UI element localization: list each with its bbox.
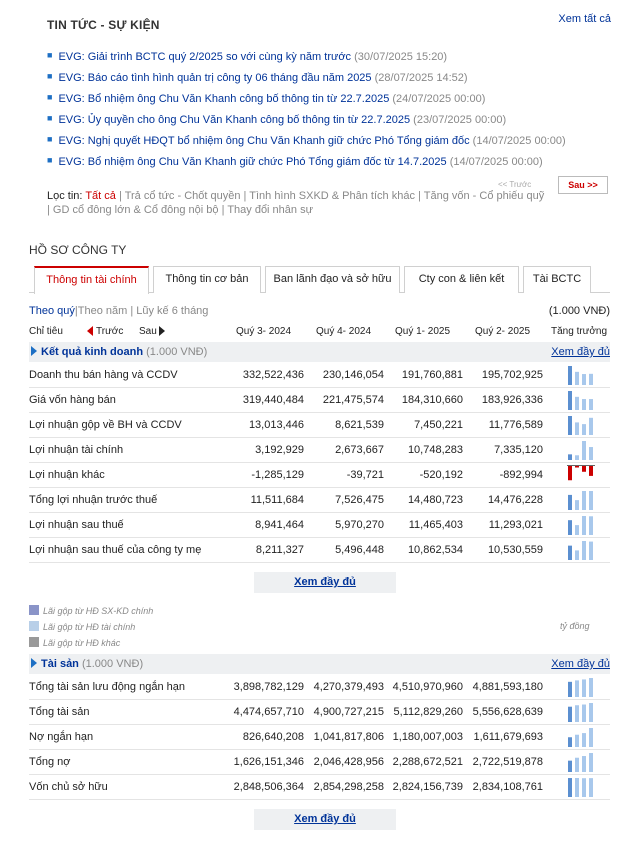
table-row [29, 513, 610, 538]
sparkline-bar [582, 374, 586, 385]
income-title: Kết quả kinh doanh [41, 346, 144, 358]
income-see-more-link[interactable]: Xem đầy đủ [551, 346, 610, 358]
news-link[interactable]: EVG: Bổ nhiệm ông Chu Văn Khanh công bố thông tin từ 22.7.2025 [58, 93, 390, 105]
sparkline-bar [568, 466, 572, 480]
period-quarter[interactable]: Theo quý [29, 305, 75, 317]
sparkline-bar [589, 728, 593, 747]
sparkline-bar [575, 705, 579, 722]
row-value: 4,510,970,960 [392, 681, 463, 693]
row-value: 5,556,628,639 [472, 706, 543, 718]
expand-arrow-icon [31, 346, 37, 356]
row-value: 5,112,829,260 [393, 706, 463, 718]
bullet-icon: ■ [47, 92, 53, 102]
row-value: 2,288,672,521 [392, 756, 463, 768]
row-value: -520,192 [419, 469, 463, 481]
sparkline-bar [575, 372, 579, 385]
row-value: 2,722,519,878 [472, 756, 543, 768]
row-label: Lợi nhuận sau thuế của công ty mẹ [29, 544, 202, 556]
prev-period-button[interactable]: Trước [87, 326, 123, 337]
col-quarter: Quý 4- 2024 [316, 326, 372, 337]
filter-label: Lọc tin: [47, 190, 83, 202]
income-more-button[interactable] [254, 572, 396, 593]
sparkline-bar [582, 541, 586, 560]
news-date: (14/07/2025 00:00) [472, 135, 566, 147]
sparkline-bar [582, 441, 586, 460]
period-ytd[interactable]: Lũy kế 6 tháng [136, 305, 209, 317]
sparkline-bar [589, 778, 593, 797]
sparkline-bar [589, 516, 593, 535]
row-value: 8,941,464 [255, 519, 304, 531]
row-value: 1,626,151,346 [233, 756, 304, 768]
chart-unit-note: tỷ đồng [560, 621, 590, 631]
filter-major-shareholder[interactable]: GD cổ đông lớn & Cổ đông nội bộ [52, 204, 219, 216]
next-period-button[interactable]: Sau [139, 326, 165, 337]
sparkline-bar [575, 500, 579, 510]
row-value: 8,621,539 [335, 419, 384, 431]
income-more-link[interactable]: Xem đầy đủ [294, 576, 356, 588]
sparkline-bar [575, 397, 579, 410]
row-label: Nợ ngắn hạn [29, 731, 94, 743]
profile-tabs [29, 266, 610, 293]
legend-item: Lãi gộp từ HĐ SX-KD chính [29, 603, 153, 619]
bullet-icon: ■ [47, 71, 53, 81]
sparkline-bar [575, 422, 579, 435]
news-link[interactable]: EVG: Báo cáo tình hình quản trị công ty 06 tháng đầu năm 2025 [58, 72, 372, 84]
triangle-right-icon [159, 326, 165, 336]
sparkline-bar [589, 374, 593, 385]
table-row [29, 388, 610, 413]
sparkline-bar [568, 682, 572, 697]
sparkline-bar [589, 418, 593, 435]
chart-legend [29, 603, 153, 651]
sparkline-bar [582, 733, 586, 747]
row-label: Lợi nhuận khác [29, 469, 105, 481]
row-label: Giá vốn hàng bán [29, 394, 116, 406]
row-value: 5,496,448 [335, 544, 384, 556]
assets-section-header [29, 654, 610, 674]
news-link[interactable]: EVG: Nghị quyết HĐQT bổ nhiệm ông Chu Văn Khanh giữ chức Phó Tổng giám đốc [58, 135, 470, 147]
period-selector: Theo quý|Theo năm | Lũy kế 6 tháng (1.000 VNĐ) [29, 305, 610, 317]
row-value: 1,041,817,806 [313, 731, 384, 743]
row-value: 230,146,054 [322, 369, 384, 381]
row-label: Doanh thu bán hàng và CCDV [29, 369, 178, 381]
table-row [29, 363, 610, 388]
table-row [29, 775, 610, 800]
news-date: (14/07/2025 00:00) [449, 156, 543, 168]
sparkline-bar [582, 491, 586, 510]
growth-sparkline [566, 752, 596, 773]
growth-sparkline [566, 777, 596, 798]
bullet-icon: ■ [47, 50, 53, 60]
see-all-news-link[interactable]: Xem tất cả [558, 13, 611, 25]
row-value: 10,748,283 [407, 444, 463, 456]
row-label: Tổng lợi nhuận trước thuế [29, 494, 158, 506]
news-prev-link[interactable]: << Trước [498, 180, 532, 189]
news-date: (28/07/2025 14:52) [374, 72, 468, 84]
period-year[interactable]: Theo năm [77, 305, 128, 317]
filter-dividend[interactable]: Trả cổ tức - Chốt quyền [124, 190, 241, 202]
row-value: 14,480,723 [407, 494, 463, 506]
assets-table [29, 675, 610, 800]
sparkline-bar [575, 525, 579, 535]
table-header [29, 323, 610, 340]
sparkline-bar [582, 516, 586, 535]
row-value: 11,293,021 [488, 519, 543, 531]
sparkline-bar [575, 550, 579, 560]
col-growth: Tăng trưởng [551, 326, 608, 337]
col-indicator: Chỉ tiêu [29, 326, 63, 337]
sparkline-bar [582, 778, 586, 797]
sparkline-bar [568, 495, 572, 510]
row-value: 7,335,120 [494, 444, 543, 456]
table-row [29, 675, 610, 700]
row-value: 1,611,679,693 [473, 731, 543, 743]
news-date: (24/07/2025 00:00) [392, 93, 486, 105]
row-label: Tổng tài sản [29, 706, 90, 718]
sparkline-bar [575, 778, 579, 797]
row-value: 2,854,298,258 [313, 781, 384, 793]
row-value: 13,013,446 [248, 419, 304, 431]
bullet-icon: ■ [47, 134, 53, 144]
sparkline-bar [575, 735, 579, 747]
sparkline-bar [568, 761, 572, 772]
news-filter: Lọc tin: Tất cả | Trả cổ tức - Chốt quyền | Tình hình SXKD & Phân tích khác | Tăng vốn - Cổ phiếu quỹ | GD cổ đông lớn & Cổ đông nội bộ | Thay đổi nhân sự [47, 190, 545, 216]
row-label: Tổng nợ [29, 756, 71, 768]
sparkline-bar [568, 707, 572, 722]
table-row [29, 438, 610, 463]
sparkline-bar [582, 466, 586, 472]
tab-subsidiaries[interactable]: Cty con & liên kết [404, 266, 519, 293]
news-section-title: TIN TỨC - SỰ KIỆN [47, 18, 160, 32]
row-label: Lợi nhuận tài chính [29, 444, 124, 456]
growth-sparkline [566, 365, 596, 386]
row-value: 10,862,534 [407, 544, 463, 556]
row-label: Lợi nhuận sau thuế [29, 519, 124, 531]
sparkline-bar [568, 778, 572, 797]
table-row [29, 413, 610, 438]
row-label: Tổng tài sản lưu động ngắn hạn [29, 681, 185, 693]
table-row [29, 750, 610, 775]
triangle-left-icon [87, 326, 93, 336]
row-value: 11,776,589 [488, 419, 543, 431]
row-value: 2,848,506,364 [233, 781, 304, 793]
bullet-icon: ■ [47, 113, 53, 123]
sparkline-bar [568, 546, 572, 560]
news-item [47, 132, 607, 153]
row-value: 14,476,228 [487, 494, 543, 506]
news-item [47, 69, 607, 90]
filter-all[interactable]: Tất cả [85, 190, 116, 202]
row-value: 7,450,221 [414, 419, 463, 431]
row-value: 332,522,436 [242, 369, 304, 381]
sparkline-bar [568, 520, 572, 535]
row-value: 4,881,593,180 [472, 681, 543, 693]
growth-sparkline [566, 677, 596, 698]
row-value: 183,926,336 [481, 394, 543, 406]
news-date: (23/07/2025 00:00) [413, 114, 507, 126]
tab-financial-info[interactable]: Thông tin tài chính [34, 266, 149, 294]
news-item [47, 90, 607, 111]
row-value: 4,270,379,493 [313, 681, 384, 693]
news-link[interactable]: EVG: Giải trình BCTC quý 2/2025 so với cùng kỳ năm trước [58, 51, 352, 63]
table-row [29, 463, 610, 488]
sparkline-baseline [567, 465, 595, 466]
assets-unit: (1.000 VNĐ) [81, 658, 144, 670]
assets-more-button[interactable] [254, 809, 396, 830]
news-item [47, 153, 607, 174]
assets-title: Tài sản [41, 658, 79, 670]
growth-sparkline [566, 727, 596, 748]
news-item [47, 48, 607, 69]
row-value: 2,834,108,761 [472, 781, 543, 793]
row-value: 2,673,667 [335, 444, 384, 456]
filter-personnel[interactable]: Thay đổi nhân sự [227, 204, 313, 216]
table-row [29, 725, 610, 750]
sparkline-bar [589, 447, 593, 460]
sparkline-bar [589, 542, 593, 560]
expand-arrow-icon [31, 658, 37, 668]
news-next-button[interactable]: Sau >> [558, 176, 608, 194]
sparkline-bar [589, 703, 593, 722]
row-value: -892,994 [499, 469, 543, 481]
row-value: 11,511,684 [250, 494, 304, 506]
row-value: 10,530,559 [487, 544, 543, 556]
legend-swatch [29, 605, 39, 615]
growth-sparkline [566, 702, 596, 723]
table-row [29, 538, 610, 563]
news-list [47, 48, 607, 174]
news-link[interactable]: EVG: Ủy quyền cho ông Chu Văn Khanh công bố thông tin từ 22.7.2025 [58, 114, 411, 126]
income-section-header [29, 342, 610, 362]
row-label: Vốn chủ sở hữu [29, 781, 108, 793]
sparkline-bar [568, 366, 572, 385]
news-item [47, 111, 607, 132]
growth-sparkline [566, 540, 596, 561]
growth-sparkline [566, 390, 596, 411]
sparkline-bar [582, 756, 586, 772]
col-quarter: Quý 3- 2024 [236, 326, 292, 337]
filter-business[interactable]: Tình hình SXKD & Phân tích khác [249, 190, 415, 202]
row-label: Lợi nhuận gộp về BH và CCDV [29, 419, 182, 431]
sparkline-bar [582, 679, 586, 697]
growth-sparkline [566, 440, 596, 461]
row-value: 191,760,881 [401, 369, 463, 381]
assets-more-link[interactable]: Xem đầy đủ [294, 813, 356, 825]
growth-sparkline [566, 490, 596, 511]
sparkline-bar [589, 466, 593, 476]
sparkline-bar [575, 758, 579, 772]
income-table [29, 363, 610, 563]
sparkline-bar [568, 416, 572, 435]
filter-capital[interactable]: Tăng vốn - Cổ phiếu quỹ [423, 190, 545, 202]
sparkline-bar [589, 491, 593, 510]
sparkline-bar [568, 454, 572, 460]
row-value: -1,285,129 [251, 469, 304, 481]
row-value: -39,721 [346, 469, 384, 481]
growth-sparkline [566, 515, 596, 536]
row-value: 319,440,484 [242, 394, 304, 406]
news-date: (30/07/2025 15:20) [354, 51, 448, 63]
row-value: 2,824,156,739 [392, 781, 463, 793]
row-value: 3,192,929 [255, 444, 304, 456]
sparkline-bar [589, 399, 593, 410]
table-row [29, 700, 610, 725]
sparkline-bar [568, 391, 572, 410]
sparkline-bar [568, 737, 572, 747]
row-value: 3,898,782,129 [233, 681, 304, 693]
bullet-icon: ■ [47, 155, 53, 165]
row-value: 11,465,403 [408, 519, 463, 531]
sparkline-bar [582, 705, 586, 722]
row-value: 826,640,208 [242, 731, 304, 743]
row-value: 195,702,925 [481, 369, 543, 381]
row-value: 7,526,475 [335, 494, 384, 506]
growth-sparkline [566, 465, 596, 486]
unit-label: (1.000 VNĐ) [548, 305, 610, 317]
sparkline-bar [582, 399, 586, 410]
table-row [29, 488, 610, 513]
row-value: 4,900,727,215 [313, 706, 384, 718]
legend-item: Lãi gộp từ HĐ tài chính [29, 619, 153, 635]
tab-leadership[interactable]: Ban lãnh đạo và sở hữu [265, 266, 400, 293]
row-value: 4,474,657,710 [233, 706, 304, 718]
sparkline-bar [589, 753, 593, 772]
sparkline-bar [575, 680, 579, 697]
sparkline-bar [582, 424, 586, 435]
row-value: 221,475,574 [322, 394, 384, 406]
tab-bctc[interactable]: Tài BCTC [523, 266, 591, 293]
tab-basic-info[interactable]: Thông tin cơ bản [153, 266, 261, 293]
sparkline-bar [575, 455, 579, 460]
col-quarter: Quý 1- 2025 [395, 326, 451, 337]
news-link[interactable]: EVG: Bổ nhiệm ông Chu Văn Khanh giữ chức Phó Tổng giám đốc từ 14.7.2025 [58, 156, 447, 168]
legend-swatch [29, 621, 39, 631]
row-value: 5,970,270 [335, 519, 384, 531]
col-quarter: Quý 2- 2025 [475, 326, 531, 337]
growth-sparkline [566, 415, 596, 436]
assets-see-more-link[interactable]: Xem đầy đủ [551, 658, 610, 670]
row-value: 1,180,007,003 [392, 731, 463, 743]
legend-swatch [29, 637, 39, 647]
row-value: 184,310,660 [401, 394, 463, 406]
sparkline-bar [589, 678, 593, 697]
legend-item: Lãi gộp từ HĐ khác [29, 635, 153, 651]
income-unit: (1.000 VNĐ) [146, 346, 208, 358]
profile-section-title: HỒ SƠ CÔNG TY [29, 243, 127, 257]
sparkline-bar [575, 466, 579, 468]
row-value: 2,046,428,956 [313, 756, 384, 768]
row-value: 8,211,327 [255, 544, 304, 556]
